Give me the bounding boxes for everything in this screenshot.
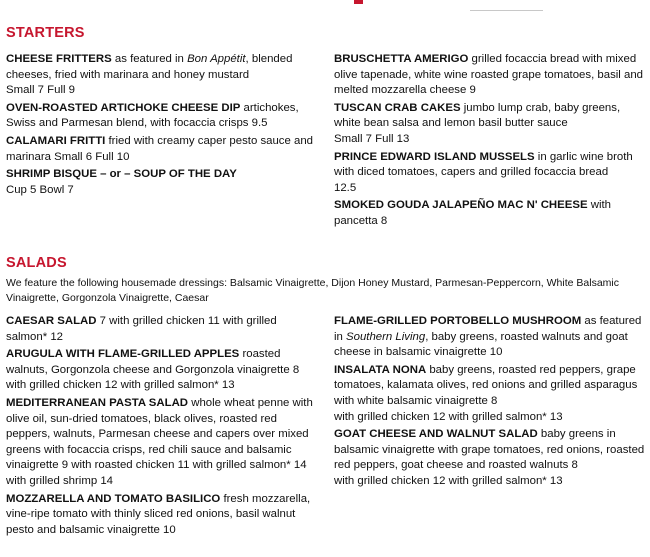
item-name: BRUSCHETTA AMERIGO	[334, 53, 469, 65]
item-price: Cup 5 Bowl 7	[6, 183, 74, 196]
item-desc: baby greens in balsamic vinaigrette with grape tomatoes, red onions, roasted red peppers, goat cheese and roasted walnuts 8	[334, 428, 645, 472]
item-desc: fried with creamy caper pesto sauce and marinara Small 6 Full 10	[6, 134, 314, 163]
header-rule	[470, 10, 543, 11]
menu-item-caesar	[6, 314, 314, 345]
dressings-note: We feature the following housemade dressings: Balsamic Vinaigrette, Dijon Honey Mustard, Parmesan-Peppercorn, White Balsamic Vinaigrette, Gorgonzola Vinaigrette, Caesar	[6, 277, 619, 304]
salads-heading: SALADS	[6, 255, 67, 271]
menu-item-bisque-soup	[6, 167, 314, 198]
starters-right-column	[334, 52, 646, 232]
item-price: Small 7 Full 13	[334, 132, 410, 145]
item-desc: in garlic wine broth with diced tomatoes, capers and grilled focaccia bread	[334, 150, 633, 179]
item-desc: grilled focaccia bread with mixed olive tapenade, white wine roasted grape tomatoes, basil and melted mozzarella cheese 9	[334, 53, 644, 97]
item-name: SHRIMP BISQUE – or – SOUP OF THE DAY	[6, 168, 237, 181]
item-name: TUSCAN CRAB CAKES	[334, 101, 461, 114]
item-price: with grilled chicken 12 with grilled salmon* 13	[334, 410, 563, 423]
item-desc: 7 with grilled chicken 11 with grilled salmon* 12	[6, 315, 277, 343]
header-accent-mark	[354, 0, 363, 4]
salads-left-column	[6, 314, 314, 540]
menu-item-mac-n-cheese	[334, 198, 646, 229]
menu-item-crab-cakes	[334, 101, 646, 148]
item-desc: baby greens, roasted red peppers, grape tomatoes, kalamata olives, red onions and grilled asparagus with white balsamic vinaigrette 8	[334, 363, 638, 407]
starters-left-column	[6, 52, 314, 200]
menu-item-cheese-fritters	[6, 52, 314, 99]
item-desc: jumbo lump crab, baby greens, white bean salsa and lemon basil butter sauce	[334, 101, 621, 130]
menu-item-pasta-salad	[6, 396, 314, 490]
item-name: CAESAR SALAD	[6, 315, 97, 327]
menu-item-mussels	[334, 150, 646, 197]
item-price: with grilled chicken 12 with grilled salmon* 13	[334, 474, 563, 487]
menu-item-portobello	[334, 314, 646, 361]
item-price: Small 7 Full 9	[6, 84, 76, 97]
item-name: ARUGULA WITH FLAME-GRILLED APPLES	[6, 348, 240, 361]
menu-item-artichoke-dip	[6, 101, 314, 132]
item-desc: roasted walnuts, Gorgonzola cheese and Gorgonzola vinaigrette 8 with grilled chicken 12 with grilled salmon* 13	[6, 348, 300, 392]
item-desc: , blended cheeses, fried with marinara and honey mustard	[6, 53, 293, 81]
menu-item-mozzarella-basilico	[6, 492, 314, 539]
menu-item-arugula	[6, 347, 314, 394]
salads-right-column	[334, 314, 646, 492]
item-desc: as featured in	[334, 315, 642, 343]
item-desc: whole wheat penne with olive oil, sun-dried tomatoes, black olives, roasted red peppers, walnuts, Parmesan cheese and capers over mixed greens with focaccia crisps, red chili sauce and balsamic vinaigrette 9 with roasted chicken 11 with grilled salmon* 14 with grilled shrimp 14	[6, 396, 313, 487]
item-price: 12.5	[334, 181, 357, 194]
item-desc-emphasis: Bon Appétit	[187, 53, 246, 65]
item-name: CHEESE FRITTERS	[6, 53, 112, 65]
item-name: INSALATA NONA	[334, 363, 427, 376]
item-desc: with pancetta 8	[334, 199, 611, 227]
item-name: PRINCE EDWARD ISLAND MUSSELS	[334, 150, 535, 163]
starters-heading: STARTERS	[6, 25, 85, 41]
item-name: GOAT CHEESE AND WALNUT SALAD	[334, 428, 538, 441]
item-name: OVEN-ROASTED ARTICHOKE CHEESE DIP	[6, 101, 241, 114]
menu-item-bruschetta	[334, 52, 646, 99]
menu-item-insalata-nona	[334, 363, 646, 425]
menu-item-calamari	[6, 134, 314, 165]
item-desc: as featured in	[111, 53, 188, 65]
item-name: CALAMARI FRITTI	[6, 134, 106, 147]
item-desc: fresh mozzarella, vine-ripe tomato with thinly sliced red onions, basil walnut pesto and balsamic vinaigrette 10	[6, 492, 311, 536]
item-desc: artichokes, Swiss and Parmesan blend, with focaccia crisps 9.5	[6, 101, 299, 130]
item-name: SMOKED GOUDA JALAPEÑO MAC N' CHEESE	[334, 199, 588, 212]
item-desc: , baby greens, roasted walnuts and goat cheese in balsamic vinaigrette 10	[334, 330, 628, 359]
item-name: MEDITERRANEAN PASTA SALAD	[6, 396, 189, 409]
item-name: MOZZARELLA AND TOMATO BASILICO	[6, 492, 221, 505]
item-name: FLAME-GRILLED PORTOBELLO MUSHROOM	[334, 315, 582, 327]
menu-item-goat-cheese-walnut	[334, 427, 646, 489]
item-desc-emphasis: Southern Living	[346, 330, 426, 343]
